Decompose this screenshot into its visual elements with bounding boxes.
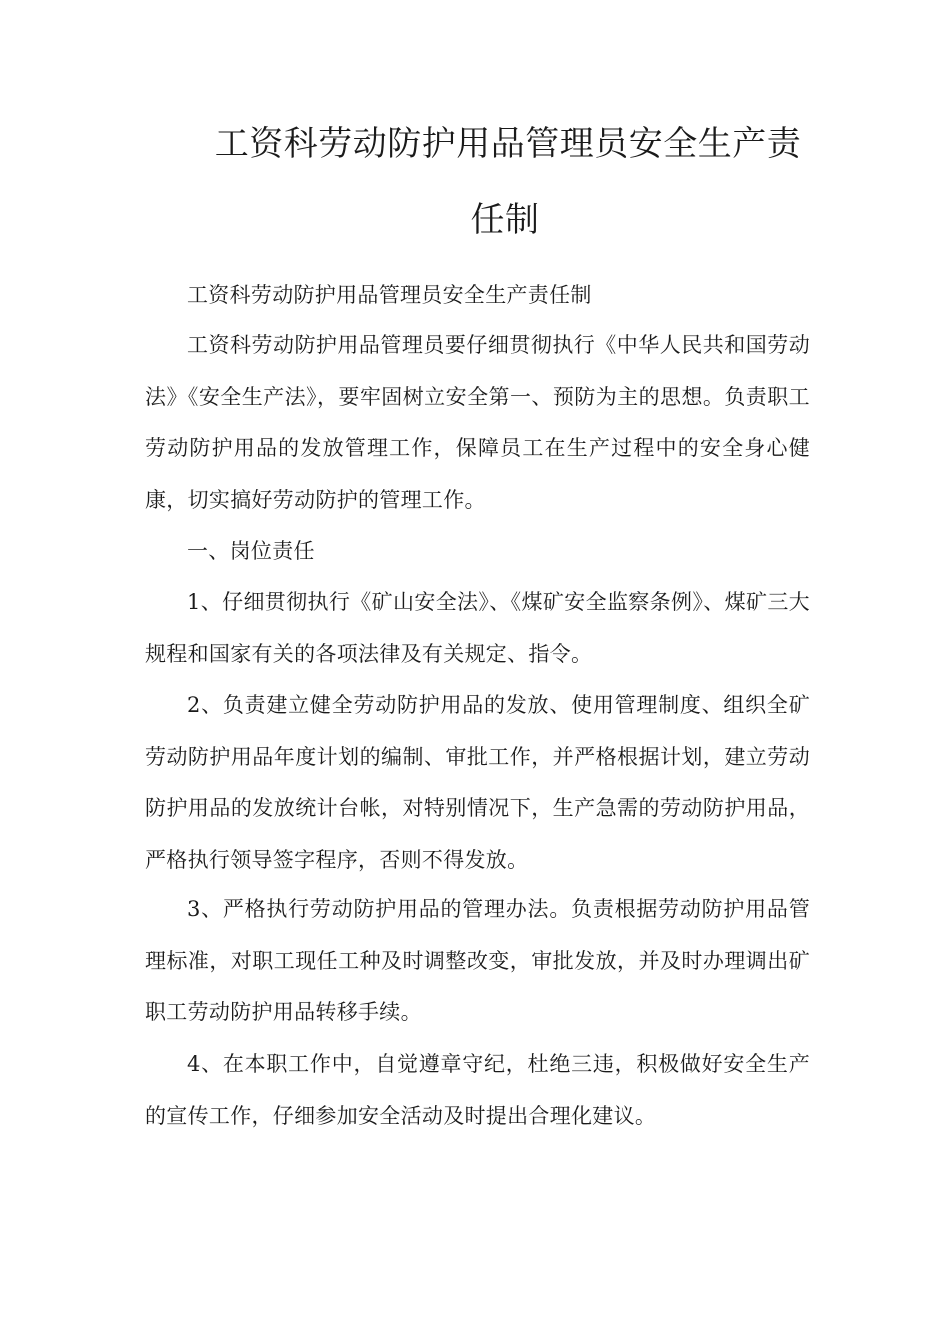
paragraph-intro: 工资科劳动防护用品管理员要仔细贯彻执行《中华人民共和国劳动法》《安全生产法》，要牢固树立安全第一、预防为主的思想。负责职工劳动防护用品的发放管理工作，保障员工在生产过程中的安全身心健康，切实搞好劳动防护的管理工作。 xyxy=(145,333,810,512)
paragraph-item-3: 3、严格执行劳动防护用品的管理办法。负责根据劳动防护用品管理标准，对职工现任工种及时调整改变，审批发放，并及时办理调出矿职工劳动防护用品转移手续。 xyxy=(145,897,810,1024)
paragraph-section-heading: 一、岗位责任 xyxy=(187,539,315,563)
document-title-line-2: 任制 xyxy=(470,200,540,240)
paragraph-subtitle: 工资科劳动防护用品管理员安全生产责任制 xyxy=(187,283,592,307)
paragraph-item-1: 1、仔细贯彻执行《矿山安全法》、《煤矿安全监察条例》、煤矿三大规程和国家有关的各项法律及有关规定、指令。 xyxy=(145,590,810,666)
document-title-line-1: 工资科劳动防护用品管理员安全生产责 xyxy=(214,124,802,164)
paragraph-item-2: 2、负责建立健全劳动防护用品的发放、使用管理制度、组织全矿劳动防护用品年度计划的编制、审批工作，并严格根据计划，建立劳动防护用品的发放统计台帐，对特别情况下，生产急需的劳动防护用品，严格执行领导签字程序，否则不得发放。 xyxy=(145,693,810,872)
paragraph-item-4: 4、在本职工作中，自觉遵章守纪，杜绝三违，积极做好安全生产的宣传工作，仔细参加安全活动及时提出合理化建议。 xyxy=(145,1052,810,1128)
